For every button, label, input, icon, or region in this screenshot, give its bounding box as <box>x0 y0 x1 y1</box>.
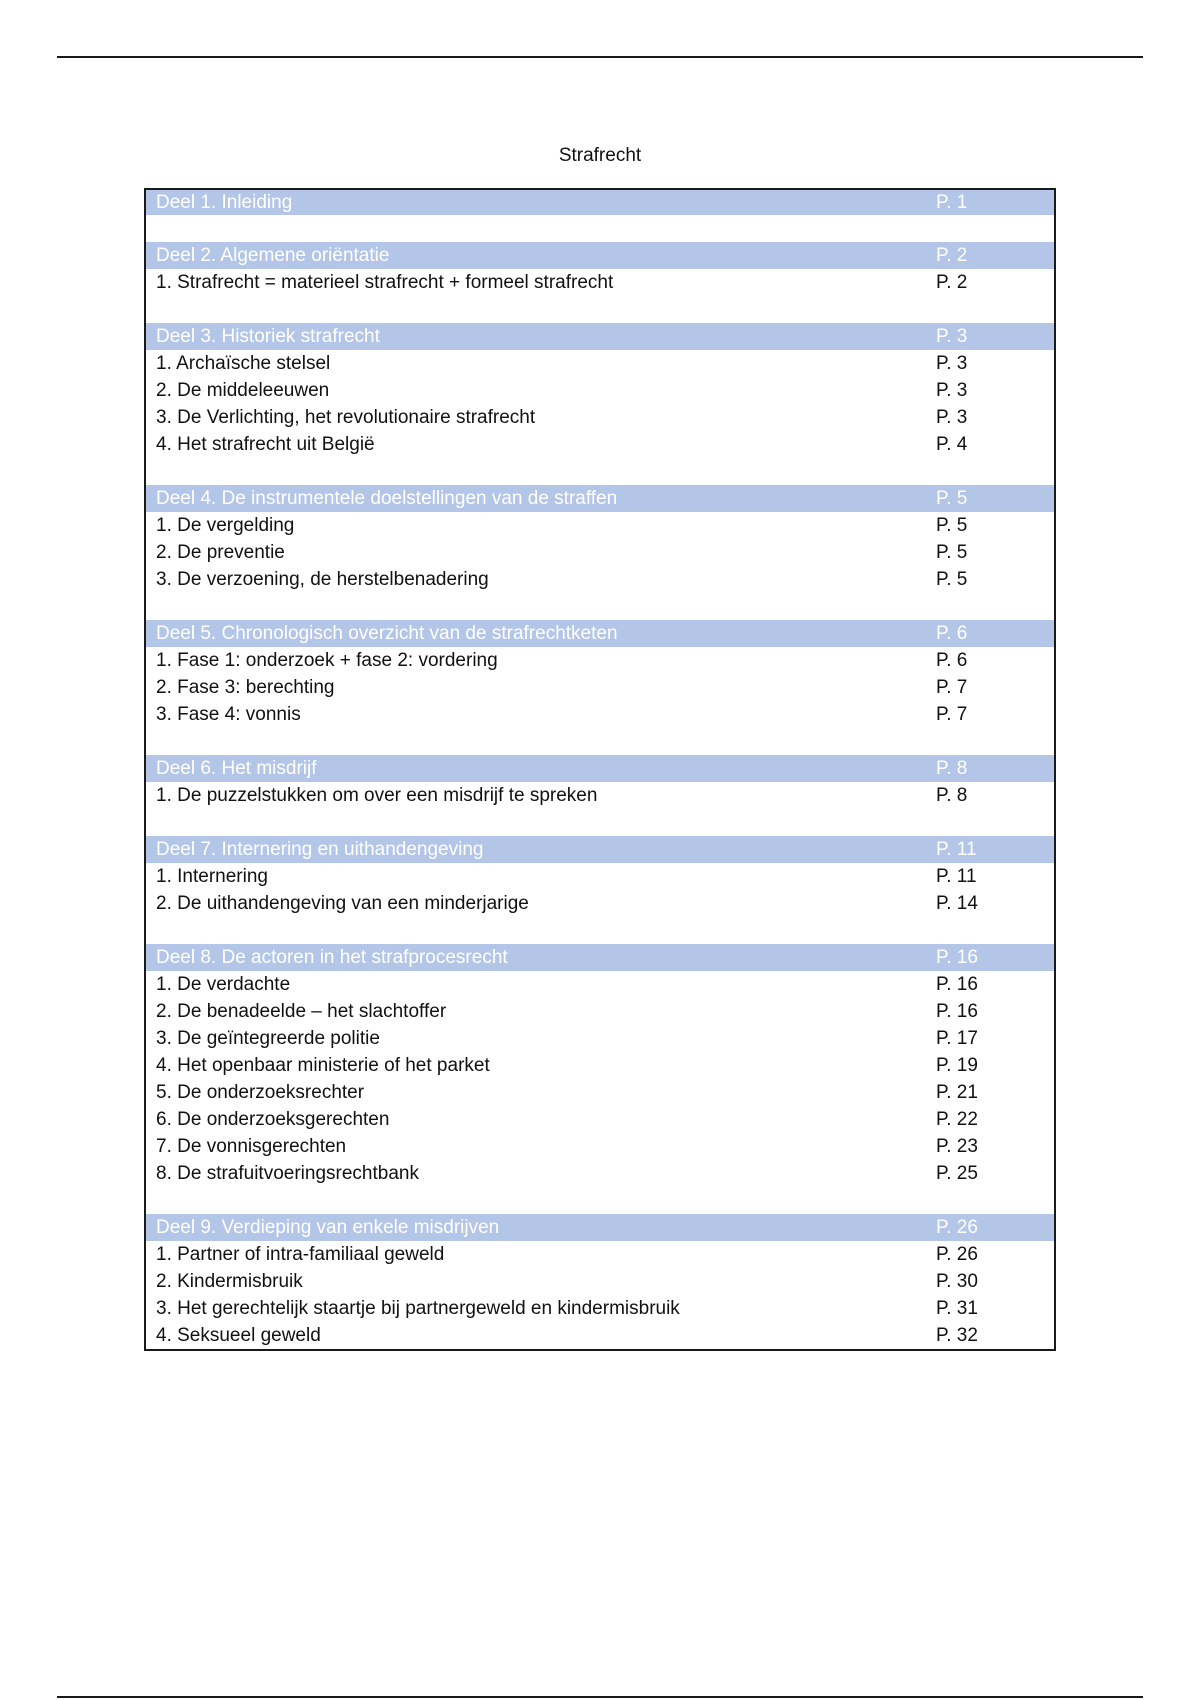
toc-section-page: P. 16 <box>936 947 978 968</box>
toc-entry <box>146 782 1054 809</box>
toc-entry-page: P. 3 <box>936 353 968 374</box>
toc-entry-page: P. 31 <box>936 1298 978 1319</box>
toc-section-page: P. 1 <box>936 192 968 213</box>
toc-entry-label: 2. De preventie <box>156 542 285 563</box>
toc-section-page: P. 6 <box>936 623 968 644</box>
toc-entry-label: 1. De verdachte <box>156 974 291 995</box>
toc-entry-label: 3. Het gerechtelijk staartje bij partnergeweld en kindermisbruik <box>156 1298 680 1319</box>
toc-entry-page: P. 26 <box>936 1244 978 1265</box>
toc-entry-label: 1. Archaïsche stelsel <box>156 353 331 374</box>
toc-section-heading <box>146 836 1054 863</box>
toc-entry-label: 2. De uithandengeving van een minderjarige <box>156 893 529 914</box>
toc-entry <box>146 1295 1054 1322</box>
toc-section-label: Deel 8. De actoren in het strafprocesrecht <box>156 947 508 968</box>
toc-entry-page: P. 5 <box>936 515 968 536</box>
toc-entry-page: P. 25 <box>936 1163 978 1184</box>
toc-entry-label: 8. De strafuitvoeringsrechtbank <box>156 1163 419 1184</box>
toc-section-heading <box>146 190 1054 215</box>
toc-spacer <box>146 215 1054 242</box>
toc-section-page: P. 26 <box>936 1217 978 1238</box>
toc-entry <box>146 1106 1054 1133</box>
toc-entry-page: P. 30 <box>936 1271 978 1292</box>
toc-entry <box>146 1052 1054 1079</box>
toc-entry-page: P. 8 <box>936 785 968 806</box>
toc-entry-label: 1. De vergelding <box>156 515 295 536</box>
toc-entry-label: 2. Fase 3: berechting <box>156 677 335 698</box>
toc-entry <box>146 377 1054 404</box>
toc-section-page: P. 11 <box>936 839 977 860</box>
toc-section-heading <box>146 1214 1054 1241</box>
toc-entry-page: P. 14 <box>936 893 978 914</box>
toc-entry-page: P. 22 <box>936 1109 978 1130</box>
toc-entry-page: P. 7 <box>936 704 968 725</box>
toc-entry-page: P. 3 <box>936 380 968 401</box>
toc-entry-page: P. 17 <box>936 1028 978 1049</box>
toc-spacer <box>146 296 1054 323</box>
toc-entry-page: P. 11 <box>936 866 977 887</box>
toc-entry-page: P. 5 <box>936 542 968 563</box>
toc-spacer <box>146 1187 1054 1214</box>
toc-entry <box>146 1133 1054 1160</box>
toc-entry-label: 1. Fase 1: onderzoek + fase 2: vordering <box>156 650 498 671</box>
toc-spacer <box>146 917 1054 944</box>
toc-section-label: Deel 3. Historiek strafrecht <box>156 326 380 347</box>
toc-section-heading <box>146 944 1054 971</box>
toc-section-label: Deel 6. Het misdrijf <box>156 758 317 779</box>
toc-entry-label: 3. De verzoening, de herstelbenadering <box>156 569 489 590</box>
toc-entry-label: 3. De Verlichting, het revolutionaire strafrecht <box>156 407 536 428</box>
toc-spacer <box>146 809 1054 836</box>
toc-entry-label: 1. Strafrecht = materieel strafrecht + formeel strafrecht <box>156 272 614 293</box>
toc-section-page: P. 8 <box>936 758 968 779</box>
toc-entry-page: P. 19 <box>936 1055 978 1076</box>
toc-entry-label: 2. Kindermisbruik <box>156 1271 303 1292</box>
toc-entry <box>146 701 1054 728</box>
toc-entry-page: P. 21 <box>936 1082 978 1103</box>
toc-entry <box>146 512 1054 539</box>
toc-entry-label: 1. Partner of intra-familiaal geweld <box>156 1244 445 1265</box>
toc-entry-page: P. 2 <box>936 272 968 293</box>
toc-entry <box>146 998 1054 1025</box>
toc-entry <box>146 1160 1054 1187</box>
toc-entry-page: P. 23 <box>936 1136 978 1157</box>
toc-entry-page: P. 16 <box>936 1001 978 1022</box>
toc-entry <box>146 350 1054 377</box>
toc-entry <box>146 1025 1054 1052</box>
toc-entry <box>146 674 1054 701</box>
toc-entry-label: 3. De geïntegreerde politie <box>156 1028 380 1049</box>
toc-section-label: Deel 2. Algemene oriëntatie <box>156 245 390 266</box>
toc-entry <box>146 269 1054 296</box>
toc-entry-label: 1. Internering <box>156 866 268 887</box>
toc-entry <box>146 1268 1054 1295</box>
toc-section-heading <box>146 485 1054 512</box>
toc-section-label: Deel 7. Internering en uithandengeving <box>156 839 484 860</box>
toc-entry-label: 2. De middeleeuwen <box>156 380 330 401</box>
toc-entry-label: 5. De onderzoeksrechter <box>156 1082 365 1103</box>
toc-entry <box>146 863 1054 890</box>
toc-entry-page: P. 4 <box>936 434 968 455</box>
toc-entry-label: 2. De benadeelde – het slachtoffer <box>156 1001 447 1022</box>
toc-entry-label: 7. De vonnisgerechten <box>156 1136 347 1157</box>
toc-entry-label: 3. Fase 4: vonnis <box>156 704 301 725</box>
toc-section-heading <box>146 755 1054 782</box>
toc-entry-page: P. 3 <box>936 407 968 428</box>
toc-section-heading <box>146 323 1054 350</box>
toc-entry <box>146 404 1054 431</box>
toc-entry <box>146 1241 1054 1268</box>
toc-entry-label: 1. De puzzelstukken om over een misdrijf te spreken <box>156 785 598 806</box>
table-of-contents <box>144 188 1056 1351</box>
toc-spacer <box>146 458 1054 485</box>
toc-entry-label: 4. Het strafrecht uit België <box>156 434 375 455</box>
footer-rule <box>57 1696 1143 1698</box>
header-rule <box>57 56 1143 58</box>
toc-entry <box>146 1322 1054 1349</box>
toc-section-page: P. 3 <box>936 326 968 347</box>
toc-entry-label: 4. Het openbaar ministerie of het parket <box>156 1055 490 1076</box>
toc-spacer <box>146 728 1054 755</box>
toc-section-label: Deel 4. De instrumentele doelstellingen van de straffen <box>156 488 618 509</box>
toc-entry <box>146 971 1054 998</box>
toc-entry-page: P. 6 <box>936 650 968 671</box>
toc-spacer <box>146 593 1054 620</box>
toc-entry-label: 4. Seksueel geweld <box>156 1325 321 1346</box>
toc-entry <box>146 431 1054 458</box>
toc-section-label: Deel 9. Verdieping van enkele misdrijven <box>156 1217 500 1238</box>
toc-section-label: Deel 1. Inleiding <box>156 192 293 213</box>
toc-section-label: Deel 5. Chronologisch overzicht van de strafrechtketen <box>156 623 618 644</box>
toc-entry-page: P. 5 <box>936 569 968 590</box>
toc-entry-page: P. 7 <box>936 677 968 698</box>
toc-entry-page: P. 32 <box>936 1325 978 1346</box>
document-title: Strafrecht <box>558 145 642 166</box>
toc-entry-label: 6. De onderzoeksgerechten <box>156 1109 390 1130</box>
toc-section-page: P. 5 <box>936 488 968 509</box>
toc-section-heading <box>146 620 1054 647</box>
toc-entry-page: P. 16 <box>936 974 978 995</box>
toc-entry <box>146 539 1054 566</box>
toc-entry <box>146 1079 1054 1106</box>
toc-entry <box>146 566 1054 593</box>
toc-section-heading <box>146 242 1054 269</box>
toc-entry <box>146 890 1054 917</box>
toc-entry <box>146 647 1054 674</box>
toc-section-page: P. 2 <box>936 245 968 266</box>
